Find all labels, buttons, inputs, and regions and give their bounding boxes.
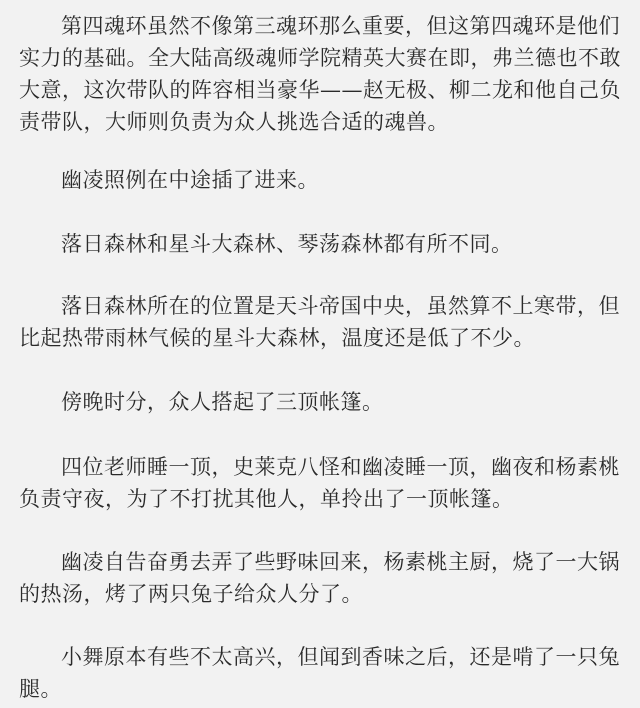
paragraph-7: 幽凌自告奋勇去弄了些野味回来，杨素桃主厨，烧了一大锅的热汤，烤了两只兔子给众人分了。 [19,550,620,606]
paragraph-5: 傍晚时分，众人搭起了三顶帐篷。 [61,390,384,414]
paragraph-4: 落日森林所在的位置是天斗帝国中央，虽然算不上寒带，但比起热带雨林气候的星斗大森林，温度还是低了不少。 [19,294,620,350]
paragraph-6: 四位老师睡一顶，史莱克八怪和幽凌睡一顶，幽夜和杨素桃负责守夜，为了不打扰其他人，单拎出了一顶帐篷。 [19,455,620,511]
paragraph-2: 幽凌照例在中途插了进来。 [61,168,319,192]
paragraph-1: 第四魂环虽然不像第三魂环那么重要，但这第四魂环是他们实力的基础。全大陆高级魂师学院精英大赛在即，弗兰德也不敢大意，这次带队的阵容相当豪华——赵无极、柳二龙和他自己负责带队，大师则负责为众人挑选合适的魂兽。 [19,14,621,134]
paragraph-8: 小舞原本有些不太高兴，但闻到香味之后，还是啃了一只兔腿。 [19,645,620,701]
paragraph-3: 落日森林和星斗大森林、琴荡森林都有所不同。 [61,232,513,256]
